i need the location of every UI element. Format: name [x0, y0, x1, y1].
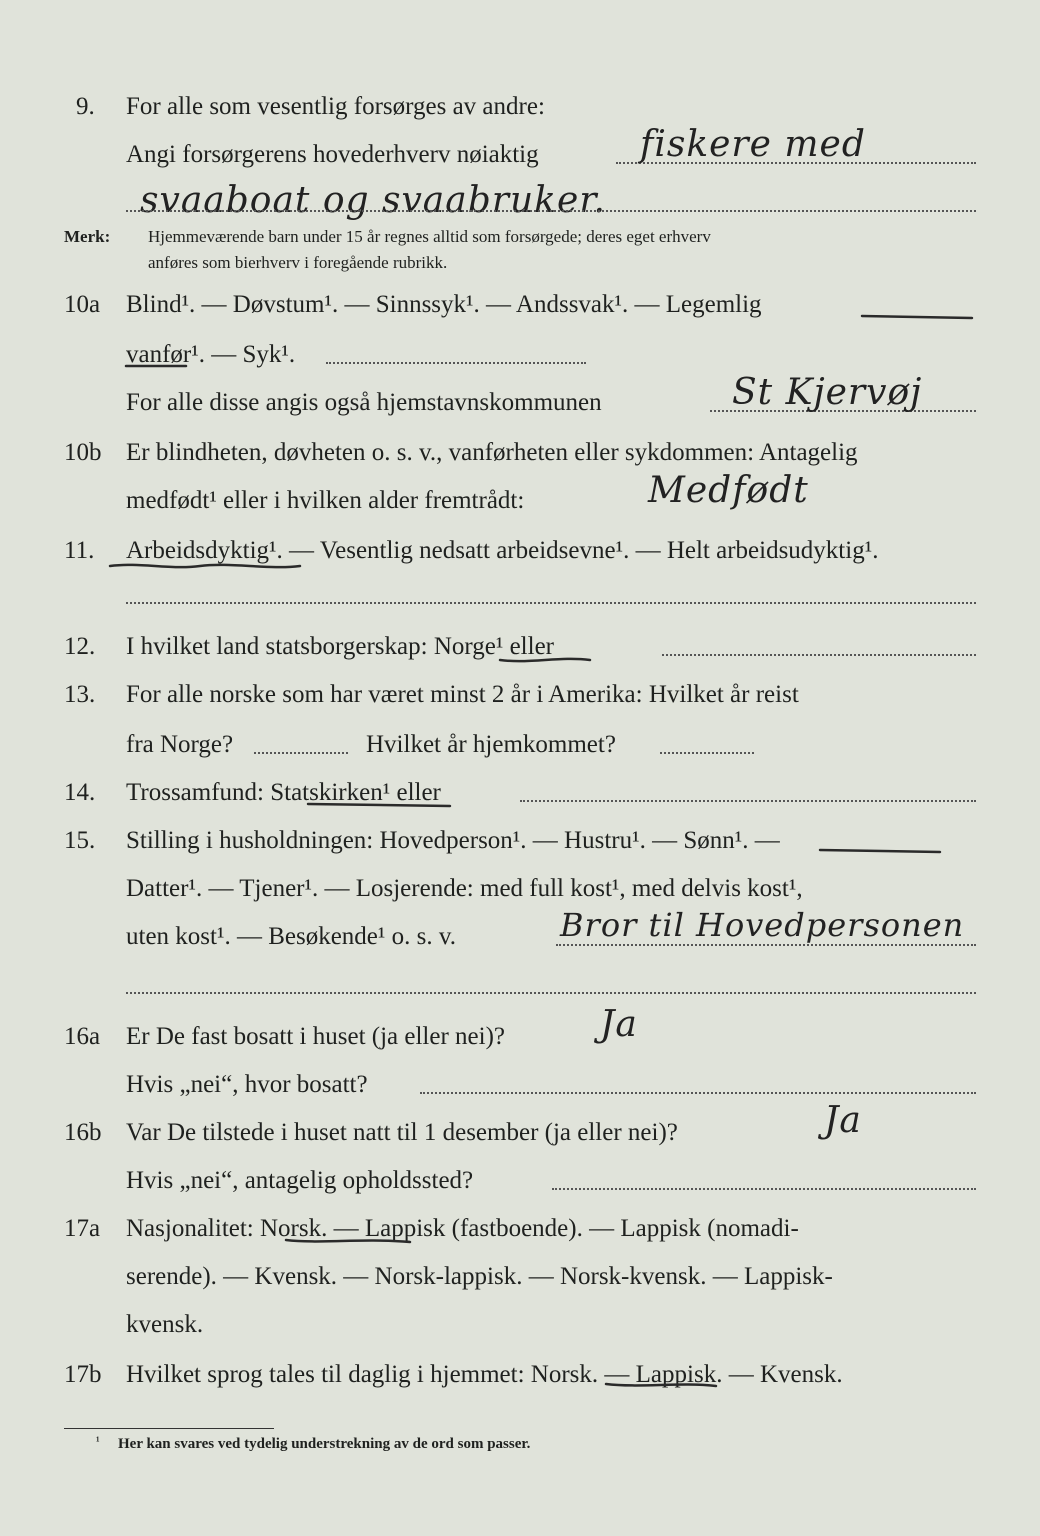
footnote-text: Her kan svares ved tydelig understrekning av de ord som passer.	[118, 1436, 531, 1452]
q10b-line2: medfødt¹ eller i hvilken alder fremtrådt:	[126, 487, 525, 514]
q15-line2: Datter¹. — Tjener¹. — Losjerende: med full kost¹, med delvis kost¹,	[126, 875, 803, 902]
q11-number: 11.	[64, 537, 95, 564]
q17b-number: 17b	[64, 1361, 102, 1388]
underline-norge	[500, 659, 590, 661]
q13-line1: For alle norske som har været minst 2 år i Amerika: Hvilket år reist	[126, 681, 799, 708]
q13-number: 13.	[64, 681, 96, 708]
q16a-number: 16a	[64, 1023, 101, 1050]
q15-line1: Stilling i husholdningen: Hovedperson¹. — Hustru¹. — Sønn¹. —	[126, 827, 780, 854]
q11-line1: Arbeidsdyktig¹. — Vesentlig nedsatt arbeidsevne¹. — Helt arbeidsudyktig¹.	[126, 537, 879, 564]
merk-line1: Hjemmeværende barn under 15 år regnes alltid som forsørgede; deres eget erhverv	[148, 227, 711, 246]
q16a-line1: Er De fast bosatt i huset (ja eller nei)?	[126, 1023, 506, 1050]
q16b-number: 16b	[64, 1119, 102, 1146]
merk-line2: anføres som bierhverv i foregående rubrikk.	[148, 253, 448, 272]
q15-number: 15.	[64, 827, 96, 854]
q14-line1: Trossamfund: Statskirken¹ eller	[126, 779, 441, 806]
q10a-number: 10a	[64, 291, 101, 318]
q17a-line2: serende). — Kvensk. — Norsk-lappisk. — Norsk-kvensk. — Lappisk-	[126, 1263, 833, 1290]
q17b-line1: Hvilket sprog tales til daglig i hjemmet: Norsk. — Lappisk. — Kvensk.	[126, 1361, 843, 1388]
handwritten-answer-q9a: fiskere med	[640, 124, 866, 165]
q14-number: 14.	[64, 779, 96, 806]
handwritten-answer-q9b: svaaboat og svaabruker.	[140, 180, 606, 221]
q9-line2: Angi forsørgerens hovederhverv nøiaktig	[126, 141, 539, 168]
q17a-line1: Nasjonalitet: Norsk. — Lappisk (fastboende). — Lappisk (nomadi-	[126, 1215, 799, 1242]
q10a-line2: vanfør¹. — Syk¹.	[126, 341, 296, 368]
q12-number: 12.	[64, 633, 96, 660]
q10a-line1: Blind¹. — Døvstum¹. — Sinnssyk¹. — Andssvak¹. — Legemlig	[126, 291, 762, 318]
q17a-line3: kvensk.	[126, 1311, 204, 1338]
strikethrough-sonn	[820, 850, 940, 852]
handwritten-answer-q10b: Medfødt	[648, 470, 809, 511]
q10b-line1: Er blindheten, døvheten o. s. v., vanførheten eller sykdommen: Antagelig	[126, 439, 858, 466]
merk-label: Merk:	[64, 227, 111, 246]
q13-line2a: fra Norge?	[126, 731, 234, 758]
underline-norsk-17b	[606, 1384, 716, 1386]
q15-line3: uten kost¹. — Besøkende¹ o. s. v.	[126, 923, 457, 950]
handwritten-answer-q16b: Ja	[824, 1100, 862, 1141]
q13-line2b: Hvilket år hjemkommet?	[366, 731, 616, 758]
underline-legemlig	[862, 316, 972, 318]
q9-line1: For alle som vesentlig forsørges av andre:	[126, 93, 545, 120]
q10b-number: 10b	[64, 439, 102, 466]
q10a-line3: For alle disse angis også hjemstavnskommunen	[126, 389, 602, 416]
q12-line1: I hvilket land statsborgerskap: Norge¹ eller	[126, 633, 554, 660]
q16b-line2: Hvis „nei“, antagelig opholdssted?	[126, 1167, 474, 1194]
underline-arbeidsdyktig	[110, 565, 300, 567]
handwritten-answer-q15: Bror til Hovedpersonen	[560, 906, 965, 944]
q9-number: 9.	[76, 93, 95, 120]
q17a-number: 17a	[64, 1215, 101, 1242]
q16a-line2: Hvis „nei“, hvor bosatt?	[126, 1071, 368, 1098]
footnote-mark: ¹	[96, 1434, 100, 1448]
underline-norsk-17a	[286, 1240, 410, 1242]
handwritten-answer-q16a: Ja	[600, 1004, 638, 1045]
q16b-line1: Var De tilstede i huset natt til 1 desember (ja eller nei)?	[126, 1119, 678, 1146]
handwritten-answer-q10a: St Kjervøj	[732, 372, 923, 413]
underline-statskirken	[308, 804, 450, 806]
